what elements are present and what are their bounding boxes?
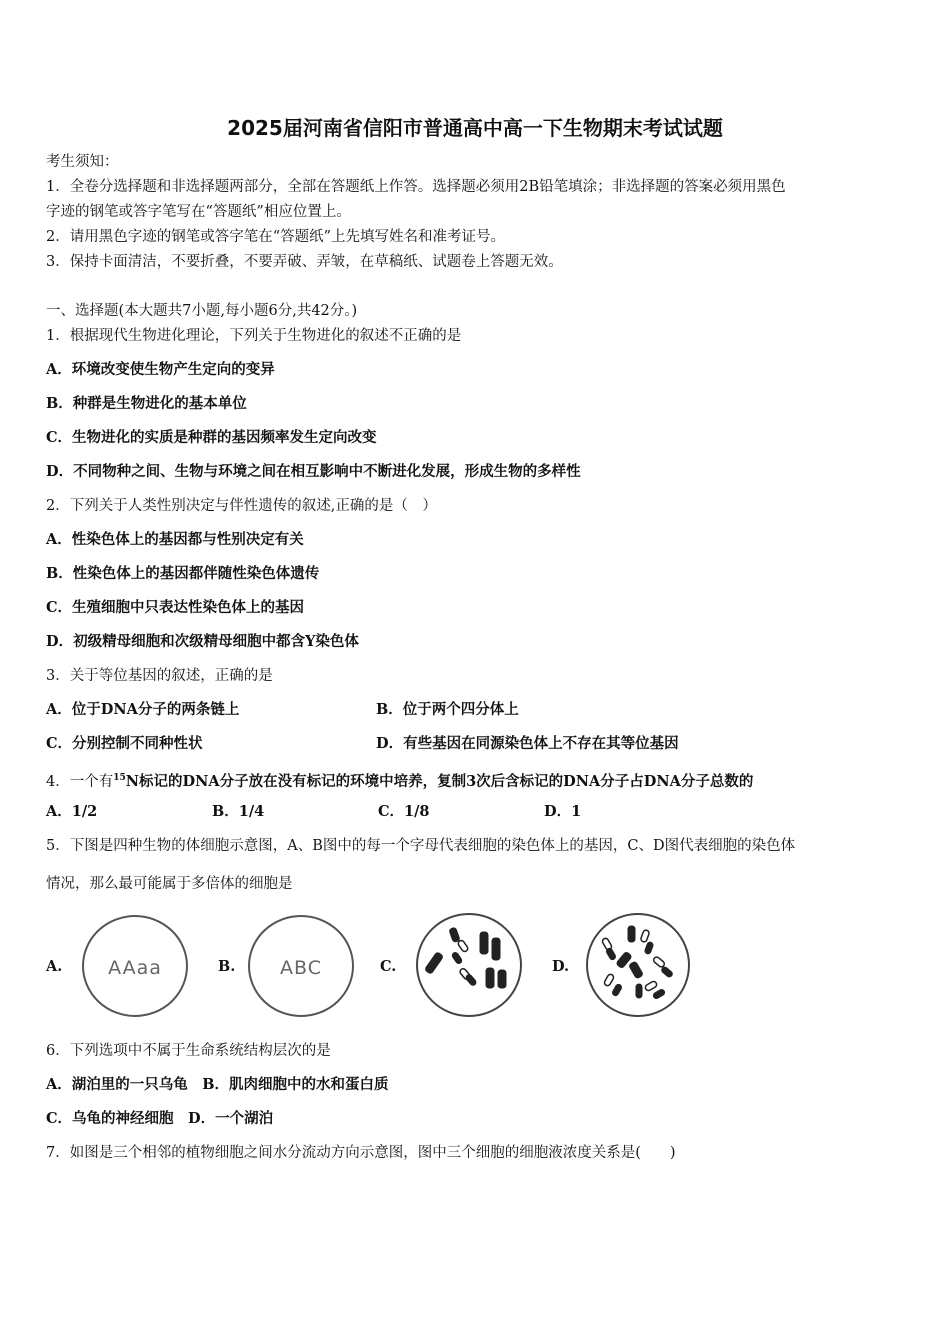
question-4-option-b: B．1/4	[212, 803, 265, 820]
chromosome	[628, 926, 635, 942]
notice-item: 1．全卷分选择题和非选择题两部分，全部在答题纸上作答。选择题必须用2B铅笔填涂；非选择题的答案必须用黑色	[46, 179, 786, 195]
cell-b-genes: ABC	[280, 957, 322, 979]
chromosome	[480, 932, 488, 954]
notice-header: 考生须知：	[46, 154, 119, 170]
cell-diagram-row	[0, 908, 950, 1023]
question-3-option-b: B．位于两个四分体上	[376, 701, 519, 718]
chromosome	[465, 973, 477, 986]
isotope-superscript: 15	[113, 773, 126, 783]
cell-label-a: A.	[46, 958, 63, 975]
question-4-option-c: C．1/8	[378, 803, 430, 820]
question-1-option-b: B．种群是生物进化的基本单位	[46, 395, 247, 412]
question-4-option-d: D．1	[544, 803, 582, 820]
cell-label-b: B.	[218, 958, 236, 975]
question-4-option-a: A．1/2	[46, 803, 98, 820]
question-3-option-d: D．有些基因在同源染色体上不存在其等位基因	[376, 735, 679, 752]
chromosome	[457, 939, 469, 952]
question-3-stem: 3．关于等位基因的叙述，正确的是	[46, 668, 273, 684]
question-5-stem-line2: 情况，那么最可能属于多倍体的细胞是	[46, 876, 293, 892]
cell-label-c: C.	[380, 958, 397, 975]
cell-b-diagram	[246, 914, 356, 1018]
question-7-stem: 7．如图是三个相邻的植物细胞之间水分流动方向示意图，图中三个细胞的细胞液浓度关系是( )	[46, 1145, 676, 1161]
question-2-option-a: A．性染色体上的基因都与性别决定有关	[46, 531, 304, 548]
chromosome	[451, 951, 463, 964]
chromosome	[652, 956, 665, 968]
notice-item: 字迹的钢笔或答字笔写在“答题纸”相应位置上。	[46, 204, 351, 220]
chromosome	[492, 938, 500, 960]
chromosome	[636, 984, 642, 998]
chromosome	[424, 952, 443, 975]
cell-d-diagram	[584, 912, 692, 1018]
question-4-stem-prefix: 4．一个有	[46, 773, 114, 790]
question-5-stem-line1: 5．下图是四种生物的体细胞示意图，A、B图中的每一个字母代表细胞的染色体上的基因，C、D图代表细胞的染色体	[46, 838, 796, 854]
question-6-options-cd: C．乌龟的神经细胞 D．一个湖泊	[46, 1110, 274, 1127]
notice-item: 2．请用黑色字迹的钢笔或答字笔在“答题纸”上先填写姓名和准考证号。	[46, 229, 506, 245]
chromosome	[603, 973, 614, 986]
question-6-stem: 6．下列选项中不属于生命系统结构层次的是	[46, 1043, 331, 1059]
chromosome	[605, 947, 616, 960]
chromosome	[652, 988, 665, 999]
cell-a-diagram	[80, 914, 190, 1018]
cell-c-diagram	[414, 912, 524, 1018]
question-1-option-d: D．不同物种之间、生物与环境之间在相互影响中不断进化发展，形成生物的多样性	[46, 463, 581, 480]
chromosome	[644, 941, 654, 954]
page-title: 2025届河南省信阳市普通高中高一下生物期末考试试题	[227, 116, 723, 140]
question-2-option-d: D．初级精母细胞和次级精母细胞中都含Y染色体	[46, 633, 359, 650]
notice-item: 3．保持卡面清洁，不要折叠，不要弄破、弄皱，在草稿纸、试题卷上答题无效。	[46, 254, 563, 270]
chromosome	[660, 966, 673, 978]
question-2-stem: 2．下列关于人类性别决定与伴性遗传的叙述,正确的是（ ）	[46, 498, 437, 514]
chromosome	[611, 983, 622, 996]
cell-a-genes: AAaa	[108, 957, 162, 979]
question-1-stem: 1．根据现代生物进化理论，下列关于生物进化的叙述不正确的是	[46, 328, 462, 344]
chromosome	[486, 968, 494, 988]
question-3-option-c: C．分别控制不同种性状	[46, 735, 203, 752]
chromosome	[498, 970, 506, 988]
question-2-option-c: C．生殖细胞中只表达性染色体上的基因	[46, 599, 305, 616]
cell-label-d: D.	[552, 958, 570, 975]
chromosome	[449, 927, 460, 943]
section-heading: 一、选择题(本大题共7小题,每小题6分,共42分。)	[46, 303, 358, 319]
chromosome	[629, 961, 644, 979]
question-4-stem-body: N标记的DNA分子放在没有标记的环境中培养，复制3次后含标记的DNA分子占DNA分子总数的	[125, 772, 754, 790]
question-1-option-a: A．环境改变使生物产生定向的变异	[46, 361, 275, 378]
question-6-options-ab: A．湖泊里的一只乌龟 B．肌肉细胞中的水和蛋白质	[46, 1076, 389, 1093]
chromosome	[640, 929, 650, 942]
question-1-option-c: C．生物进化的实质是种群的基因频率发生定向改变	[46, 429, 377, 446]
question-2-option-b: B．性染色体上的基因都伴随性染色体遗传	[46, 565, 320, 582]
question-4-stem	[46, 768, 753, 792]
chromosome	[644, 980, 657, 991]
question-3-option-a: A．位于DNA分子的两条链上	[46, 701, 240, 718]
